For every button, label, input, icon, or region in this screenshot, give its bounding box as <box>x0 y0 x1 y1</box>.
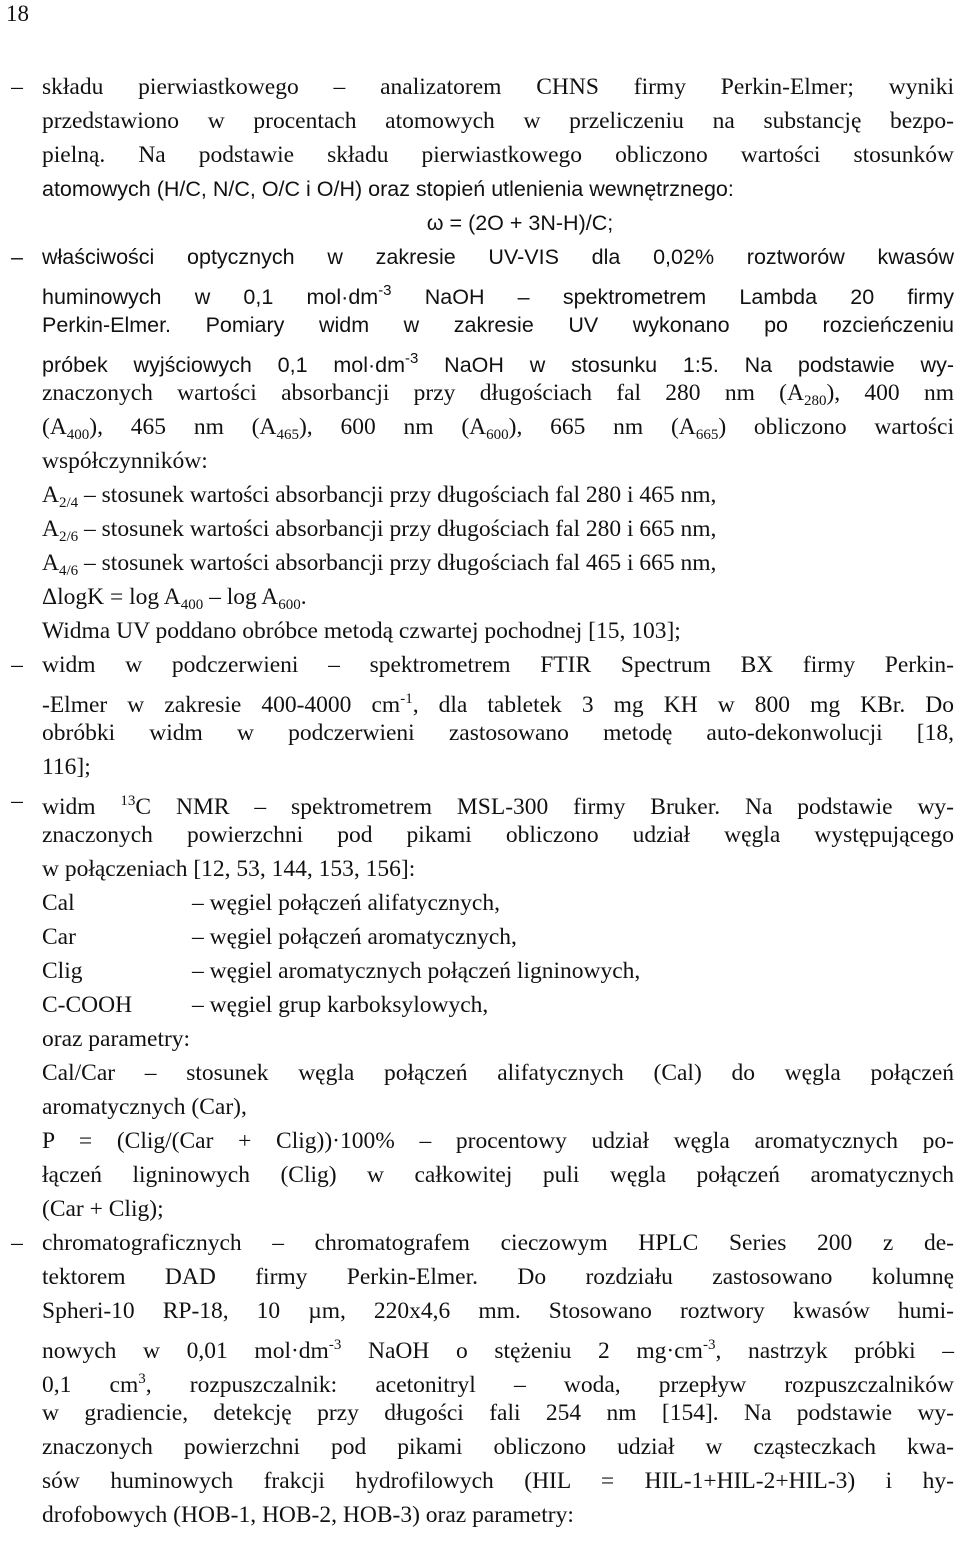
definition-row <box>0 920 960 954</box>
paragraph-text: składu pierwiastkowego – analizatorem CHNS firmy Perkin-Elmer; wyniki <box>42 74 954 100</box>
text-line <box>0 1192 960 1226</box>
coefficient-a26 <box>0 512 960 546</box>
paragraph-text: znaczonych powierzchni pod pikami obliczono udział w cząsteczkach kwa- <box>42 1434 954 1460</box>
text-span: – log A <box>203 584 279 610</box>
text-line <box>0 1294 960 1328</box>
subscript: 465 <box>276 427 299 443</box>
text-span: ), 465 nm (A <box>89 414 277 440</box>
subscript: 2/6 <box>58 529 79 545</box>
text-span: , nastrzyk próbki – <box>715 1338 954 1364</box>
text-line <box>0 376 960 410</box>
paragraph-text: sów huminowych frakcji hydrofilowych (HIL = HIL-1+HIL-2+HIL-3) i hy- <box>42 1468 954 1494</box>
text-span: NaOH o stężeniu 2 mg·cm <box>341 1338 703 1364</box>
text-line <box>0 1022 960 1056</box>
paragraph-text: Widma UV poddano obróbce metodą czwartej pochodnej [15, 103]; <box>42 618 681 644</box>
text-span: ), 600 nm (A <box>298 414 487 440</box>
paragraph-text: współczynników: <box>42 448 208 474</box>
superscript: -3 <box>328 1337 342 1353</box>
definition-row <box>0 886 960 920</box>
text-span: C NMR – spektrometrem MSL-300 firmy Bruker. Na podstawie wy- <box>135 794 955 820</box>
text-line <box>0 1124 960 1158</box>
text-line <box>0 750 960 784</box>
paragraph-text <box>42 954 954 988</box>
text-line <box>0 818 960 852</box>
superscript: -3 <box>702 1337 716 1353</box>
definition-row <box>0 988 960 1022</box>
paragraph-text <box>42 920 954 954</box>
text-span: ) obliczono wartości <box>718 414 955 440</box>
paragraph-text: Cal/Car – stosunek węgla połączeń alifatycznych (Cal) do węgla połączeń <box>42 1060 954 1086</box>
text-span: – stosunek wartości absorbancji przy długościach fal 465 i 665 nm, <box>78 550 717 576</box>
paragraph-text: P = (Clig/(Car + Clig))·100% – procentowy udział węgla aromatycznych po- <box>42 1128 954 1154</box>
text-line <box>0 716 960 750</box>
superscript: -3 <box>405 350 419 367</box>
text-line <box>0 1396 960 1430</box>
paragraph-text: atomowych (H/C, N/C, O/C i O/H) oraz stopień utlenienia wewnętrznego: <box>42 177 734 201</box>
paragraph-text: w połączeniach [12, 53, 144, 153, 156]: <box>42 856 416 882</box>
paragraph-text: Spheri-10 RP-18, 10 µm, 220x4,6 mm. Stosowano roztwory kwasów humi- <box>42 1298 954 1324</box>
document-body <box>0 70 960 1532</box>
text-line <box>0 1430 960 1464</box>
paragraph-text: aromatycznych (Car), <box>42 1094 247 1120</box>
text-line <box>0 172 960 206</box>
text-span: , rozpuszczalnik: acetonitryl – woda, przepływ rozpuszczalników <box>145 1372 954 1398</box>
list-dash: – <box>11 652 23 678</box>
text-line <box>0 308 960 342</box>
text-line <box>0 1464 960 1498</box>
list-dash: – <box>11 1230 23 1256</box>
paragraph-text: 116]; <box>42 754 91 780</box>
text-line <box>0 682 960 716</box>
definition-desc: – węgiel grup karboksylowych, <box>192 992 489 1018</box>
text-span: nowych w 0,01 mol·dm <box>42 1338 329 1364</box>
text-span: ), 400 nm <box>826 380 954 406</box>
paragraph-text: widm w podczerwieni – spektrometrem FTIR Spectrum BX firmy Perkin- <box>42 652 954 678</box>
coefficient-a24 <box>0 478 960 512</box>
paragraph-text: łączeń ligninowych (Clig) w całkowitej puli węgla połączeń aromatycznych <box>42 1162 954 1188</box>
text-line <box>0 1260 960 1294</box>
superscript: -1 <box>400 691 413 707</box>
list-dash: – <box>11 788 23 814</box>
text-line <box>0 444 960 478</box>
text-span: huminowych w 0,1 mol·dm <box>42 285 379 309</box>
text-line <box>0 1498 960 1532</box>
text-span: – stosunek wartości absorbancji przy długościach fal 280 i 665 nm, <box>78 516 717 542</box>
text-line <box>0 648 960 682</box>
list-dash: – <box>11 74 23 100</box>
text-line <box>0 342 960 376</box>
text-span: (A <box>42 414 67 440</box>
definition-term: Car <box>42 924 76 950</box>
subscript: 600 <box>278 597 301 613</box>
text-line <box>0 1158 960 1192</box>
text-span: -Elmer w zakresie 400-4000 cm <box>42 692 401 718</box>
text-span: A <box>42 516 59 542</box>
definition-desc: – węgiel połączeń aromatycznych, <box>192 924 517 950</box>
paragraph-text: drofobowych (HOB-1, HOB-2, HOB-3) oraz parametry: <box>42 1502 574 1528</box>
text-line <box>0 1056 960 1090</box>
superscript: -3 <box>378 282 392 299</box>
text-line <box>0 138 960 172</box>
paragraph-text: w gradiencie, detekcję przy długości fali 254 nm [154]. Na podstawie wy- <box>42 1400 954 1426</box>
paragraph-text: przedstawiono w procentach atomowych w przeliczeniu na substancję bezpo- <box>42 108 954 134</box>
text-span: – stosunek wartości absorbancji przy długościach fal 280 i 465 nm, <box>78 482 717 508</box>
text-span: A <box>42 550 59 576</box>
paragraph-text: pielną. Na podstawie składu pierwiastkowego obliczono wartości stosunków <box>42 142 954 168</box>
page-number: 18 <box>6 1 29 26</box>
text-line <box>0 70 960 104</box>
text-line <box>0 1328 960 1362</box>
definition-term: C-COOH <box>42 992 133 1018</box>
paragraph-text <box>42 886 954 920</box>
subscript: 4/6 <box>58 563 79 579</box>
subscript: 600 <box>486 427 509 443</box>
text-line <box>0 104 960 138</box>
text-line <box>0 1226 960 1260</box>
text-span: 0,1 cm <box>42 1372 139 1398</box>
text-span: ΔlogK = log A <box>42 584 181 610</box>
coefficient-a46 <box>0 546 960 580</box>
text-span: NaOH – spektrometrem Lambda 20 firmy <box>391 285 954 309</box>
subscript: 2/4 <box>58 495 79 511</box>
text-line <box>0 274 960 308</box>
text-span: widm <box>42 794 121 820</box>
text-line <box>0 240 960 274</box>
list-dash: – <box>11 245 23 269</box>
paragraph-text: tektorem DAD firmy Perkin-Elmer. Do rozdziału zastosowano kolumnę <box>42 1264 954 1290</box>
subscript: 400 <box>180 597 204 613</box>
paragraph-text: właściwości optycznych w zakresie UV-VIS dla 0,02% roztworów kwasów <box>42 245 954 269</box>
definition-desc: – węgiel aromatycznych połączeń ligninowych, <box>192 958 641 984</box>
definition-desc: – węgiel połączeń alifatycznych, <box>192 890 500 916</box>
text-span: . <box>300 584 307 610</box>
text-line <box>0 614 960 648</box>
formula-omega: ω = (2O + 3N-H)/C; <box>426 211 614 235</box>
superscript: 3 <box>138 1371 146 1387</box>
paragraph-text: chromatograficznych – chromatografem cieczowym HPLC Series 200 z de- <box>42 1230 954 1256</box>
text-span: ), 665 nm (A <box>508 414 696 440</box>
definition-term: Cal <box>42 890 75 916</box>
paragraph-text <box>42 988 954 1022</box>
superscript: 13 <box>120 793 136 809</box>
paragraph-text: oraz parametry: <box>42 1026 191 1052</box>
subscript: 400 <box>66 427 90 443</box>
text-span: próbek wyjściowych 0,1 mol·dm <box>42 353 406 377</box>
coefficient-dlogk <box>0 580 960 614</box>
text-line <box>0 852 960 886</box>
text-span: , dla tabletek 3 mg KH w 800 mg KBr. Do <box>412 692 954 718</box>
text-span: NaOH w stosunku 1:5. Na podstawie wy- <box>418 353 954 377</box>
text-line <box>0 1090 960 1124</box>
text-line <box>0 410 960 444</box>
text-line <box>0 784 960 818</box>
paragraph-text: Perkin-Elmer. Pomiary widm w zakresie UV wykonano po rozcieńczeniu <box>42 313 954 337</box>
text-line <box>0 1362 960 1396</box>
definition-row <box>0 954 960 988</box>
subscript: 665 <box>695 427 719 443</box>
text-span: znaczonych wartości absorbancji przy długościach fal 280 nm (A <box>42 380 804 406</box>
definition-term: Clig <box>42 958 83 984</box>
paragraph-text: znaczonych powierzchni pod pikami obliczono udział węgla występującego <box>42 822 954 848</box>
subscript: 280 <box>803 393 827 409</box>
paragraph-text: obróbki widm w podczerwieni zastosowano metodę auto-dekonwolucji [18, <box>42 720 954 746</box>
paragraph-text: (Car + Clig); <box>42 1196 164 1222</box>
text-span: A <box>42 482 59 508</box>
